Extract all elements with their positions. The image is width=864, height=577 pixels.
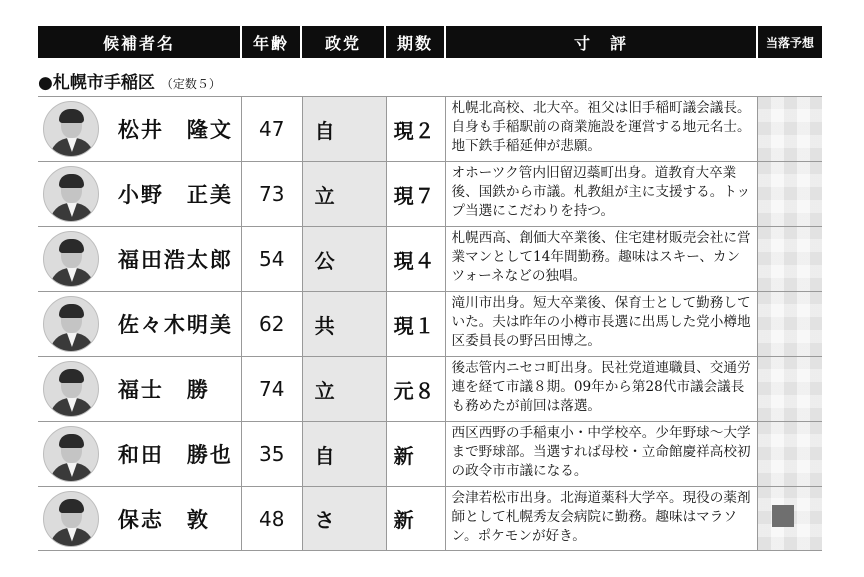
candidate-comment: 札幌西高、創価大卒業後、住宅建材販売会社に営業マンとして14年間勤務。趣味はスキー、カンツォーネなどの独唱。 — [446, 227, 758, 291]
district-seats: （定数５） — [160, 77, 221, 91]
candidate-party: 自 — [303, 422, 387, 486]
candidate-comment: オホーツク管内旧留辺蘂町出身。道教育大卒業後、国鉄から市議。札教組が主に支援する。トップ当選にこだわりを持つ。 — [446, 162, 758, 226]
candidate-photo — [43, 101, 99, 157]
prediction-cell-blurred — [758, 292, 822, 356]
header-term: 期数 — [386, 26, 446, 58]
header-name: 候補者名 — [38, 26, 242, 58]
prediction-cell-blurred — [758, 162, 822, 226]
photo-cell — [38, 422, 104, 486]
candidate-age: 48 — [242, 487, 303, 550]
candidate-name: 福田浩太郎 — [104, 227, 242, 291]
prediction-mark — [772, 505, 794, 527]
header-prediction: 当落予想 — [758, 26, 822, 58]
candidate-term: 現４ — [387, 227, 447, 291]
header-comment: 寸 評 — [446, 26, 758, 58]
prediction-cell-blurred — [758, 97, 822, 161]
candidate-term: 現１ — [387, 292, 447, 356]
candidate-photo — [43, 426, 99, 482]
photo-cell — [38, 292, 104, 356]
candidate-party: 立 — [303, 357, 387, 421]
candidate-term: 現２ — [387, 97, 447, 161]
candidate-photo — [43, 166, 99, 222]
candidate-party: 公 — [303, 227, 387, 291]
candidate-term: 新 — [387, 422, 447, 486]
candidate-age: 54 — [242, 227, 303, 291]
candidate-name: 福士 勝 — [104, 357, 242, 421]
prediction-cell-blurred — [758, 487, 822, 550]
candidate-row — [38, 226, 822, 291]
candidate-party: さ — [303, 487, 387, 550]
prediction-cell-blurred — [758, 357, 822, 421]
candidate-name: 松井 隆文 — [104, 97, 242, 161]
candidate-age: 73 — [242, 162, 303, 226]
photo-cell — [38, 487, 104, 550]
candidate-photo — [43, 296, 99, 352]
candidate-row — [38, 486, 822, 551]
candidate-name: 保志 敦 — [104, 487, 242, 550]
candidate-age: 47 — [242, 97, 303, 161]
candidate-party: 立 — [303, 162, 387, 226]
candidate-comment: 後志管内ニセコ町出身。民社党道連職員、交通労連を経て市議８期。09年から第28代市議会議長も務めたが前回は落選。 — [446, 357, 758, 421]
photo-cell — [38, 227, 104, 291]
candidate-row — [38, 96, 822, 161]
candidate-term: 現７ — [387, 162, 447, 226]
candidate-photo — [43, 231, 99, 287]
candidate-table — [38, 96, 822, 551]
candidate-name: 和田 勝也 — [104, 422, 242, 486]
candidate-row — [38, 291, 822, 356]
candidate-row — [38, 421, 822, 486]
candidate-comment: 西区西野の手稲東小・中学校卒。少年野球～大学まで野球部。当選すれば母校・立命館慶祥高校初の政令市市議になる。 — [446, 422, 758, 486]
candidate-photo — [43, 361, 99, 417]
candidate-row — [38, 356, 822, 421]
candidate-party: 共 — [303, 292, 387, 356]
candidate-term: 元８ — [387, 357, 447, 421]
prediction-cell-blurred — [758, 227, 822, 291]
district-title — [38, 68, 221, 93]
candidate-row — [38, 161, 822, 226]
candidate-comment: 札幌北高校、北大卒。祖父は旧手稲町議会議長。自身も手稲駅前の商業施設を運営する地元名士。地下鉄手稲延伸が悲願。 — [446, 97, 758, 161]
header-party: 政党 — [302, 26, 386, 58]
photo-cell — [38, 162, 104, 226]
header-age: 年齢 — [242, 26, 302, 58]
candidate-comment: 滝川市出身。短大卒業後、保育士として勤務していた。夫は昨年の小樽市長選に出馬した党小樽地区委員長の野呂田博之。 — [446, 292, 758, 356]
candidate-photo — [43, 491, 99, 547]
photo-cell — [38, 357, 104, 421]
prediction-cell-blurred — [758, 422, 822, 486]
candidate-age: 35 — [242, 422, 303, 486]
candidate-age: 62 — [242, 292, 303, 356]
table-header — [38, 26, 822, 58]
candidate-party: 自 — [303, 97, 387, 161]
candidate-age: 74 — [242, 357, 303, 421]
candidate-name: 佐々木明美 — [104, 292, 242, 356]
photo-cell — [38, 97, 104, 161]
candidate-name: 小野 正美 — [104, 162, 242, 226]
candidate-term: 新 — [387, 487, 447, 550]
district-name: ●札幌市手稲区 — [38, 73, 155, 93]
candidate-comment: 会津若松市出身。北海道薬科大学卒。現役の薬剤師として札幌秀友会病院に勤務。趣味はマラソン。ポケモンが好き。 — [446, 487, 758, 550]
